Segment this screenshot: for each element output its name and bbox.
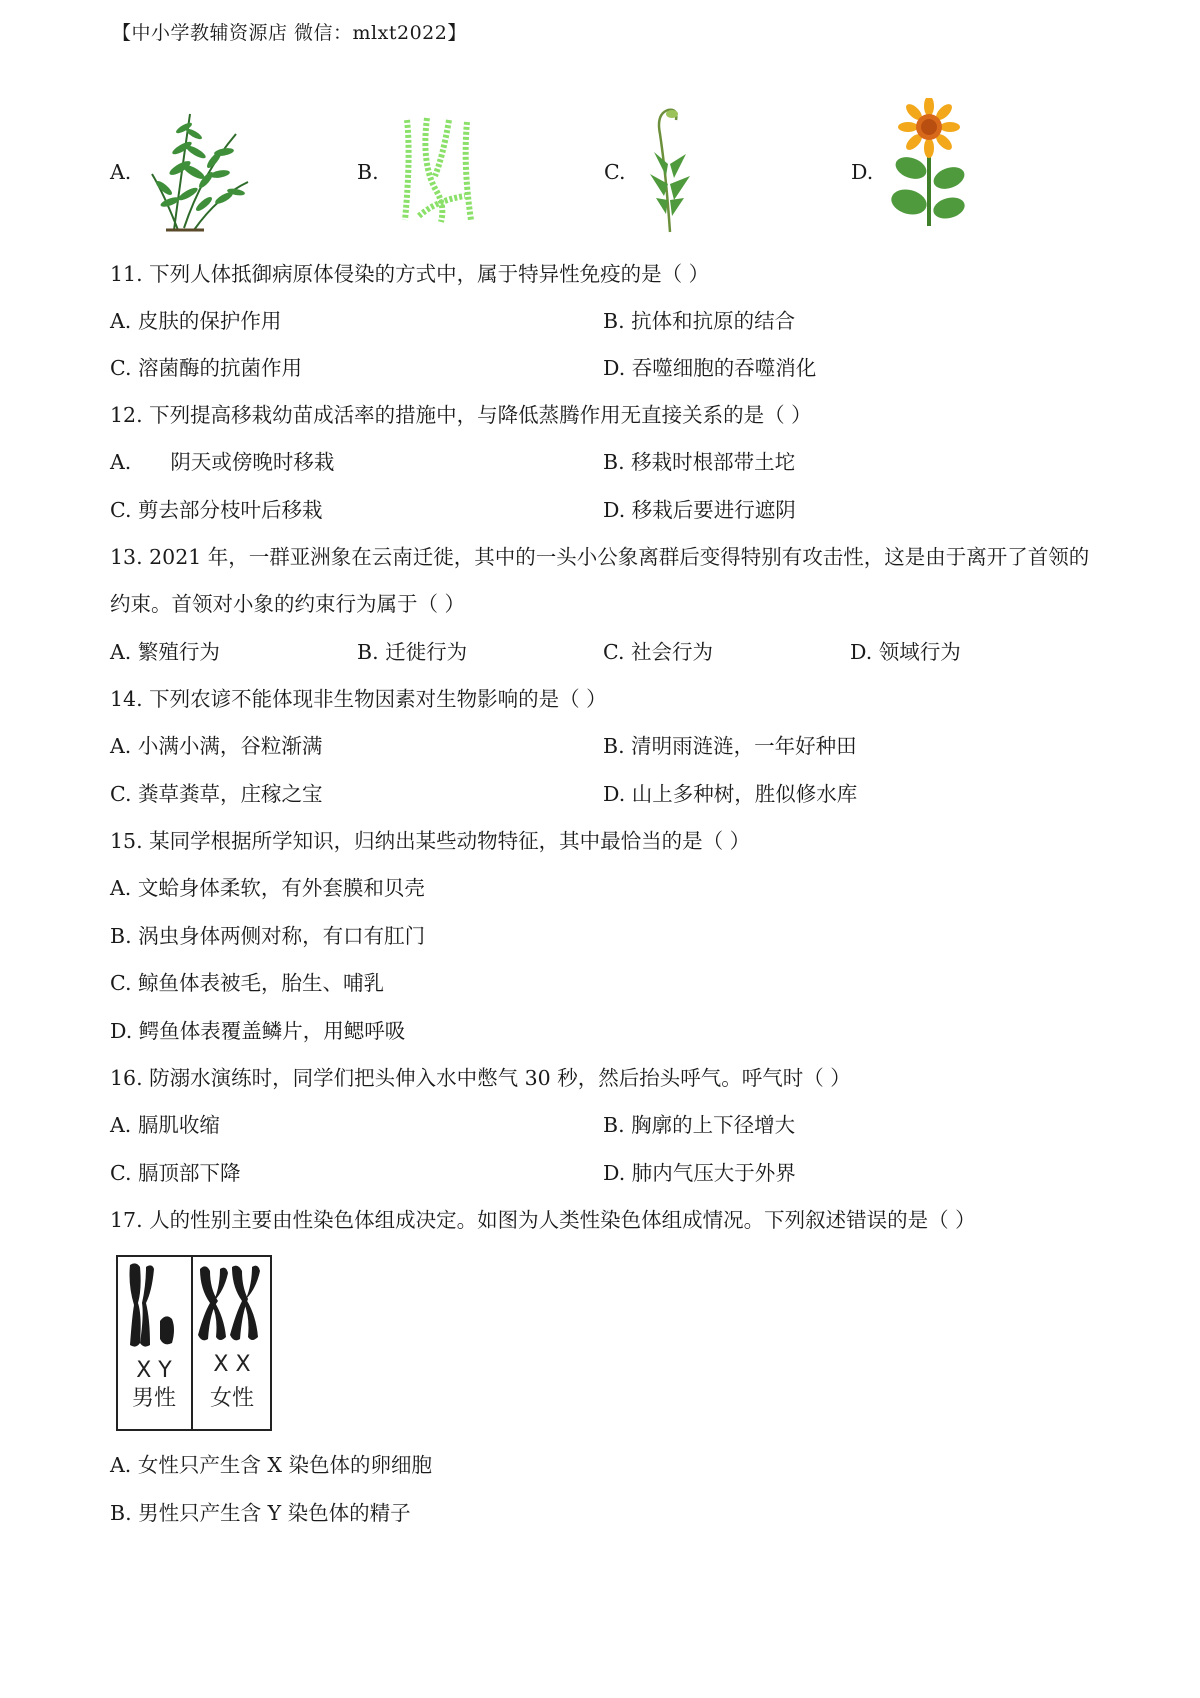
- q13-option-d[interactable]: D. 领域行为: [850, 640, 961, 664]
- female-label: 女性: [209, 1386, 255, 1411]
- q12-option-d[interactable]: D. 移栽后要进行遮阴: [603, 498, 796, 522]
- q17-option-a[interactable]: A. 女性只产生含 X 染色体的卵细胞: [110, 1453, 432, 1477]
- fern-icon: [144, 104, 254, 236]
- option-label: A.: [110, 160, 132, 184]
- q11-option-a[interactable]: A. 皮肤的保护作用: [110, 309, 282, 333]
- q15-option-c[interactable]: C. 鲸鱼体表被毛，胎生、哺乳: [110, 971, 384, 995]
- page-header: 【中小学教辅资源店 微信：mlxt2022】: [112, 22, 467, 44]
- male-chromosome-label: X Y: [136, 1358, 172, 1383]
- q13-option-c[interactable]: C. 社会行为: [603, 640, 713, 664]
- q13-stem-line-1: 13. 2021 年，一群亚洲象在云南迁徙，其中的一头小公象离群后变得特别有攻击性，这是由于离开了首领的: [110, 545, 1090, 569]
- q13-stem-line-2: 约束。首领对小象的约束行为属于（ ）: [110, 592, 466, 616]
- q16-option-b[interactable]: B. 胸廓的上下径增大: [603, 1113, 796, 1137]
- q14-stem: 14. 下列农谚不能体现非生物因素对生物影响的是（ ）: [110, 687, 607, 711]
- q16-stem: 16. 防溺水演练时，同学们把头伸入水中憋气 30 秒，然后抬头呼气。呼气时（ ）: [110, 1066, 851, 1090]
- q14-option-b[interactable]: B. 清明雨涟涟，一年好种田: [603, 734, 857, 758]
- q12-option-c[interactable]: C. 剪去部分枝叶后移栽: [110, 498, 323, 522]
- q15-option-a[interactable]: A. 文蛤身体柔软，有外套膜和贝壳: [110, 876, 425, 900]
- sunflower-icon: [885, 98, 971, 228]
- q16-option-d[interactable]: D. 肺内气压大于外界: [603, 1161, 796, 1185]
- option-label: C.: [604, 160, 626, 184]
- q17-stem: 17. 人的性别主要由性染色体组成决定。如图为人类性染色体组成情况。下列叙述错误的是（ ）: [110, 1208, 976, 1232]
- q11-option-c[interactable]: C. 溶菌酶的抗菌作用: [110, 356, 302, 380]
- q14-option-a[interactable]: A. 小满小满，谷粒渐满: [110, 734, 323, 758]
- male-y-chromosome: [160, 1316, 174, 1344]
- q11-stem: 11. 下列人体抵御病原体侵染的方式中，属于特异性免疫的是（ ）: [110, 262, 710, 286]
- q15-stem: 15. 某同学根据所学知识，归纳出某些动物特征，其中最恰当的是（ ）: [110, 829, 751, 853]
- q13-option-a[interactable]: A. 繁殖行为: [110, 640, 220, 664]
- algae-icon: [397, 116, 477, 226]
- q12-stem: 12. 下列提高移栽幼苗成活率的措施中，与降低蒸腾作用无直接关系的是（ ）: [110, 403, 812, 427]
- moss-icon: [640, 104, 700, 236]
- q15-option-d[interactable]: D. 鳄鱼体表覆盖鳞片，用鳃呼吸: [110, 1019, 406, 1043]
- q14-option-c[interactable]: C. 粪草粪草，庄稼之宝: [110, 782, 323, 806]
- option-label: D.: [851, 160, 874, 184]
- q11-option-d[interactable]: D. 吞噬细胞的吞噬消化: [603, 356, 817, 380]
- q17-option-b[interactable]: B. 男性只产生含 Y 染色体的精子: [110, 1501, 411, 1525]
- q16-option-a[interactable]: A. 膈肌收缩: [110, 1113, 220, 1137]
- q15-option-b[interactable]: B. 涡虫身体两侧对称，有口有肛门: [110, 924, 426, 948]
- q14-option-d[interactable]: D. 山上多种树，胜似修水库: [603, 782, 858, 806]
- option-label: B.: [357, 160, 379, 184]
- male-label: 男性: [131, 1386, 177, 1411]
- q12-option-a[interactable]: A. 阴天或傍晚时移栽: [110, 450, 335, 474]
- q13-option-b[interactable]: B. 迁徙行为: [357, 640, 468, 664]
- q12-option-b[interactable]: B. 移栽时根部带土坨: [603, 450, 796, 474]
- sex-chromosome-figure: [116, 1255, 272, 1431]
- q11-option-b[interactable]: B. 抗体和抗原的结合: [603, 309, 796, 333]
- female-chromosome-label: X X: [213, 1352, 251, 1377]
- q16-option-c[interactable]: C. 膈顶部下降: [110, 1161, 241, 1185]
